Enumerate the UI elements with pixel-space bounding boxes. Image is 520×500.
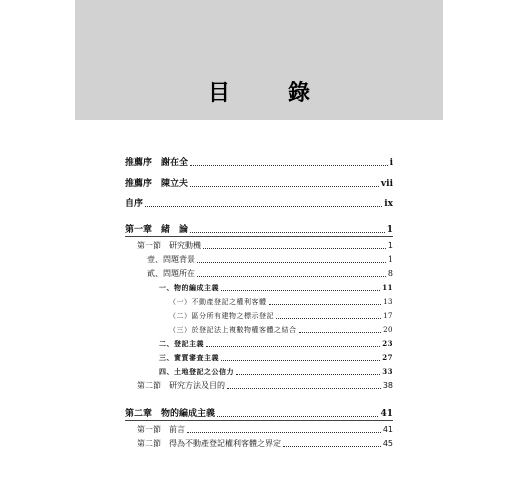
dot-leader [190, 165, 388, 166]
toc-entry-label: 三、實質審查主義 [159, 353, 219, 362]
toc-entry-label: 第二章 物的編成主義 [125, 409, 216, 419]
dot-leader [283, 446, 381, 447]
dot-leader [236, 374, 380, 375]
toc-entry-label: 第二節 研究方法及目的 [137, 381, 225, 390]
toc-subsection [147, 255, 393, 265]
toc-item [159, 283, 393, 293]
dot-leader [217, 416, 378, 417]
dot-leader [221, 360, 380, 361]
dot-leader [187, 432, 381, 433]
toc-item [159, 367, 393, 377]
table-of-contents [75, 0, 443, 500]
toc-entry-label: 四、土地登記之公信力 [159, 367, 234, 376]
dot-leader [197, 276, 386, 277]
toc-entry-page: 8 [387, 269, 393, 278]
toc-entry-page: 1 [386, 225, 393, 235]
toc-entry-label: 貳、問題所在 [147, 269, 195, 278]
toc-entry-page: i [389, 158, 393, 168]
toc-section [137, 241, 393, 251]
dot-leader [276, 318, 381, 319]
toc-entry-label: 推薦序 謝在全 [125, 158, 189, 168]
toc-entry-page: 45 [382, 439, 393, 448]
chapter-rule [125, 420, 393, 421]
toc-entry-label: 壹、問題背景 [147, 255, 195, 264]
book-page [75, 0, 443, 500]
toc-entry-label: 一、物的編成主義 [159, 283, 219, 292]
dot-leader [227, 388, 381, 389]
toc-entry-page: ix [384, 199, 393, 209]
dot-leader [203, 248, 386, 249]
dot-leader [221, 290, 380, 291]
toc-entry-label: （二）區分所有建物之標示登記 [169, 312, 274, 320]
toc-entry-page: 27 [382, 353, 393, 362]
toc-entry-page: 38 [382, 381, 393, 390]
dot-leader [269, 304, 382, 305]
toc-entry-label: 第一節 研究動機 [137, 241, 201, 250]
toc-item [169, 325, 393, 335]
toc-entry-page: 11 [382, 283, 393, 292]
toc-entry-label: （一）不動產登記之權利客體 [169, 298, 267, 306]
toc-entry-page: 13 [383, 298, 393, 306]
toc-entry-page: 1 [387, 241, 393, 250]
dot-leader [145, 206, 382, 207]
toc-entry-page: 20 [383, 326, 393, 334]
toc-item [169, 311, 393, 321]
dot-leader [190, 186, 379, 187]
toc-section [137, 439, 393, 449]
toc-entry-preface-1 [125, 158, 393, 168]
toc-entry-label: 推薦序 陳立夫 [125, 179, 189, 189]
dot-leader [206, 346, 380, 347]
page-title: 目 錄 [207, 80, 328, 106]
toc-entry-page: 33 [382, 367, 393, 376]
toc-entry-preface-3 [125, 199, 393, 209]
toc-entry-page: vii [380, 179, 393, 189]
toc-entry-label: 自序 [125, 199, 144, 209]
toc-entry-label: 第二節 得為不動產登記權利客體之界定 [137, 439, 281, 448]
toc-entry-label: 第一節 前言 [137, 425, 185, 434]
dot-leader [197, 262, 386, 263]
dot-leader [190, 232, 385, 233]
toc-section [137, 381, 393, 391]
toc-chapter-1 [125, 225, 393, 235]
toc-item [159, 353, 393, 363]
toc-entry-page: 23 [382, 339, 393, 348]
toc-entry-label: 二、登記主義 [159, 339, 204, 348]
chapter-rule [125, 236, 393, 237]
toc-subsection [147, 269, 393, 279]
toc-entry-label: （三）於登記法上複數物權客體之結合 [169, 326, 297, 334]
toc-chapter-2 [125, 409, 393, 419]
toc-item [159, 339, 393, 349]
toc-entry-page: 17 [383, 312, 393, 320]
toc-entry-page: 1 [387, 255, 393, 264]
toc-entry-page: 41 [382, 425, 393, 434]
dot-leader [299, 332, 382, 333]
toc-entry-label: 第一章 緒 論 [125, 225, 189, 235]
toc-entry-page: 41 [380, 409, 393, 419]
toc-item [169, 297, 393, 307]
toc-section [137, 425, 393, 435]
toc-entry-preface-2 [125, 179, 393, 189]
